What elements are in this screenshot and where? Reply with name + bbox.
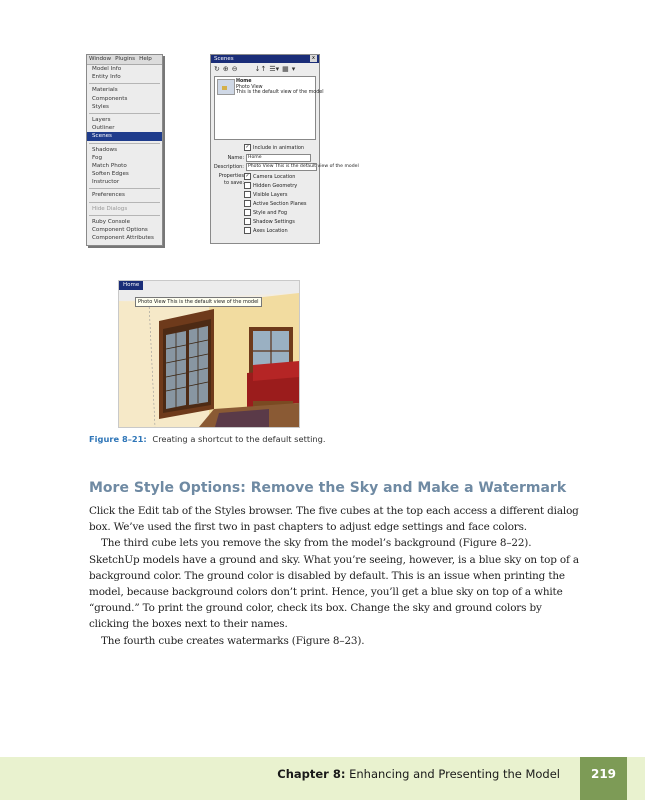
page-number: 219	[590, 767, 617, 781]
scenes-title: Scenes	[214, 56, 234, 62]
property-checkbox-axes-location[interactable]	[244, 227, 288, 234]
menu-item-component-attributes[interactable]: Component Attributes	[92, 235, 154, 242]
property-checkbox-camera-location[interactable]: ✓ Camera Location	[245, 173, 296, 180]
menu-items	[87, 65, 162, 242]
menu-item-preferences[interactable]: Preferences	[92, 192, 125, 199]
footer-chapter-name: Enhancing and Presenting the Model	[349, 767, 560, 781]
description-field[interactable]: Photo View This is the default view of the model	[248, 164, 359, 169]
name-label: Name:	[227, 155, 244, 161]
property-label: Style and Fog	[253, 209, 288, 216]
close-icon[interactable]: x	[310, 55, 317, 62]
include-animation-label: Include in animation	[253, 144, 305, 151]
menu-item-shadows[interactable]: Shadows	[92, 146, 117, 153]
paragraph-2: The third cube lets you remove the sky from the model’s background (Figure 8–22). SketchUp models have a ground and sky. What you’re seeing, however, is a blue sky on top of a background color. The ground color is disabled by default. This is an issue when printing the model, because background colors don’t print. Hence, you’ll get a blue sky on top of a white “ground.” To print the ground color, check its box. Change the sky and ground colors by clicking the boxes next to their names.	[89, 537, 579, 631]
menu-item-ruby-console[interactable]: Ruby Console	[92, 218, 131, 225]
remove-scene-icon[interactable]: ⊖	[231, 64, 238, 73]
menu-item-match-photo[interactable]: Match Photo	[92, 162, 127, 169]
property-checkbox-active-section-planes[interactable]	[244, 200, 307, 207]
figure-caption	[89, 434, 326, 444]
property-label: Camera Location	[253, 173, 296, 180]
view-options-icon[interactable]: ☰▾	[269, 64, 280, 73]
scene-thumbnail[interactable]	[217, 79, 235, 95]
add-scene-icon[interactable]: ⊕	[222, 64, 229, 73]
scene-properties	[211, 142, 359, 246]
include-animation-checkbox[interactable]: ✓ Include in animation	[245, 144, 305, 151]
property-checkbox-hidden-geometry[interactable]	[244, 182, 297, 189]
paragraph-1: Click the Edit tab of the Styles browser. The five cubes at the top each access a different dialog box. We’ve used the first two in past chapters to adjust edge settings and face colors.	[89, 505, 579, 534]
scene-row-name: Home	[236, 79, 252, 84]
property-label: Shadow Settings	[253, 218, 295, 225]
menu-item-layers[interactable]: Layers	[92, 116, 111, 123]
menu-bar-help[interactable]: Help	[139, 56, 152, 62]
property-checkbox-shadow-settings[interactable]	[244, 218, 295, 225]
menu-separator	[89, 143, 160, 144]
window-menu	[86, 54, 163, 246]
menu-item-outliner[interactable]: Outliner	[92, 125, 115, 132]
menu-bar-window[interactable]: Window	[89, 56, 112, 62]
scenes-dialog	[210, 54, 359, 244]
name-field[interactable]: Home	[246, 154, 311, 162]
menu-item-materials[interactable]: Materials	[92, 87, 118, 94]
scene-list	[214, 76, 324, 140]
menu-item-hide-dialogs[interactable]: Hide Dialogs	[92, 205, 128, 212]
menu-item-instructor[interactable]: Instructor	[92, 179, 120, 186]
scene-row-desc1: Photo View	[236, 84, 263, 90]
scene-tooltip: Photo View This is the default view of the model	[135, 297, 262, 307]
menu-item-model-info[interactable]: Model Info	[92, 66, 122, 72]
menu-separator	[89, 215, 160, 216]
refresh-icon[interactable]: ↻	[214, 64, 220, 73]
details-toggle-icon[interactable]: ▾	[291, 64, 296, 73]
section-heading: More Style Options: Remove the Sky and Make a Watermark	[89, 480, 567, 496]
footer-edge	[627, 757, 645, 800]
footer-chapter-title	[250, 766, 560, 782]
menu-item-component-options[interactable]: Component Options	[92, 227, 148, 233]
menu-item-entity-info[interactable]: Entity Info	[92, 74, 121, 81]
description-label: Description:	[213, 164, 244, 170]
scenes-toolbar	[211, 63, 319, 74]
properties-label: Properties	[218, 173, 244, 179]
figure-caption-text: Creating a shortcut to the default setting.	[152, 434, 326, 444]
footer-chapter-label: Chapter 8:	[277, 767, 346, 781]
property-label: Visible Layers	[253, 191, 288, 198]
menu-bar	[87, 55, 162, 65]
scene-row[interactable]	[236, 79, 324, 96]
menu-item-scenes[interactable]: Scenes	[87, 132, 162, 140]
menu-bar-plugins[interactable]: Plugins	[115, 56, 136, 62]
menu-item-fog[interactable]: Fog	[92, 154, 102, 161]
property-label: Axes Location	[253, 227, 288, 234]
scene-row-desc2: This is the default view of the model	[236, 90, 324, 95]
scene-tab-home[interactable]: Home	[119, 281, 143, 290]
paragraph-3: The fourth cube creates watermarks (Figure 8–23).	[101, 634, 365, 647]
thumbnail-icon[interactable]: ▦	[282, 64, 289, 73]
scenes-title-bar	[211, 55, 319, 63]
move-scene-icon[interactable]: ↓↑	[254, 64, 267, 73]
property-checkbox-style-and-fog[interactable]	[244, 209, 287, 216]
menu-item-styles[interactable]: Styles	[92, 103, 109, 110]
property-label: Active Section Planes	[253, 200, 307, 207]
properties-label-2: to save:	[224, 180, 244, 186]
figure-number: Figure 8–21:	[89, 434, 147, 444]
model-viewport	[118, 280, 300, 428]
menu-separator	[89, 202, 160, 203]
body-text	[89, 503, 579, 649]
menu-item-soften-edges[interactable]: Soften Edges	[92, 171, 129, 178]
menu-separator	[89, 113, 160, 114]
menu-item-components[interactable]: Components	[92, 95, 128, 102]
menu-separator	[89, 83, 160, 84]
property-label: Hidden Geometry	[253, 182, 298, 189]
property-checkbox-visible-layers[interactable]	[244, 191, 287, 198]
menu-separator	[89, 188, 160, 189]
